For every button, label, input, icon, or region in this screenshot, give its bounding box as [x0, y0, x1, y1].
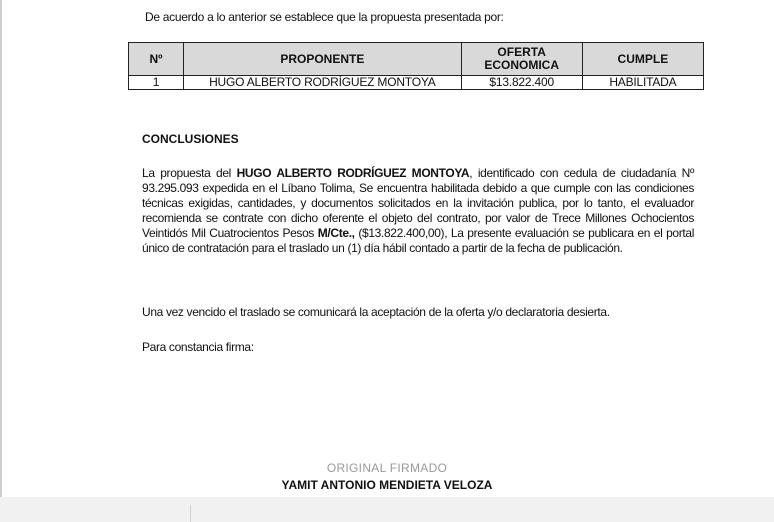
- cell-proponente: HUGO ALBERTO RODRÍGUEZ MONTOYA: [184, 76, 461, 90]
- p1-pre: La propuesta del: [142, 166, 237, 180]
- cell-cumple: HABILITADA: [582, 76, 703, 90]
- signature-intro: Para constancia firma:: [142, 340, 254, 354]
- conclusion-paragraph: [142, 166, 694, 256]
- p1-post: ($13.822.400,00), La presente evaluación se publicara en el portal único de contratación para el traslado un (1) día hábil contado a partir de la fecha de publicación.: [142, 226, 695, 255]
- proponent-name: HUGO ALBERTO RODRÍGUEZ MONTOYA: [236, 166, 470, 180]
- cell-oferta: $13.822.400: [461, 76, 582, 90]
- intro-text: De acuerdo a lo anterior se establece que la propuesta presentada por:: [145, 10, 504, 24]
- notice-paragraph: Una vez vencido el traslado se comunicará la aceptación de la oferta y/o declaratoria desierta.: [142, 305, 610, 319]
- signature-stamp: ORIGINAL FIRMADO: [326, 461, 448, 475]
- currency-label: M/Cte.,: [317, 226, 355, 240]
- page-edge: [0, 0, 2, 497]
- header-number: Nº: [129, 43, 184, 76]
- cell-number: 1: [129, 76, 184, 90]
- p1-mid: , identificado con cedula de ciudadanía Nº 93.295.093 expedida en el Líbano Tolima, Se encuentra habilitada debido a que cumple con las condiciones técnicas exigidas, cantidades, y documentos solicitados en la invitación publica, por lo tanto, el evaluador recomienda se contrate con dicho oferente el objeto del contrato, por valor de Trece Millones Ochocientos Veintidós Mil Cuatrocientos Pesos: [142, 166, 695, 240]
- signer-name: YAMIT ANTONIO MENDIETA VELOZA: [281, 478, 493, 492]
- table-row: [129, 76, 704, 90]
- header-cumple: CUMPLE: [582, 43, 703, 76]
- conclusions-heading: CONCLUSIONES: [142, 132, 239, 146]
- header-oferta-label: OFERTA ECONOMICA: [484, 45, 559, 72]
- table-header-row: [129, 43, 704, 76]
- results-table: [128, 42, 704, 90]
- header-proponente: PROPONENTE: [184, 43, 461, 76]
- header-oferta: [461, 43, 582, 76]
- footer-separator: [190, 505, 191, 522]
